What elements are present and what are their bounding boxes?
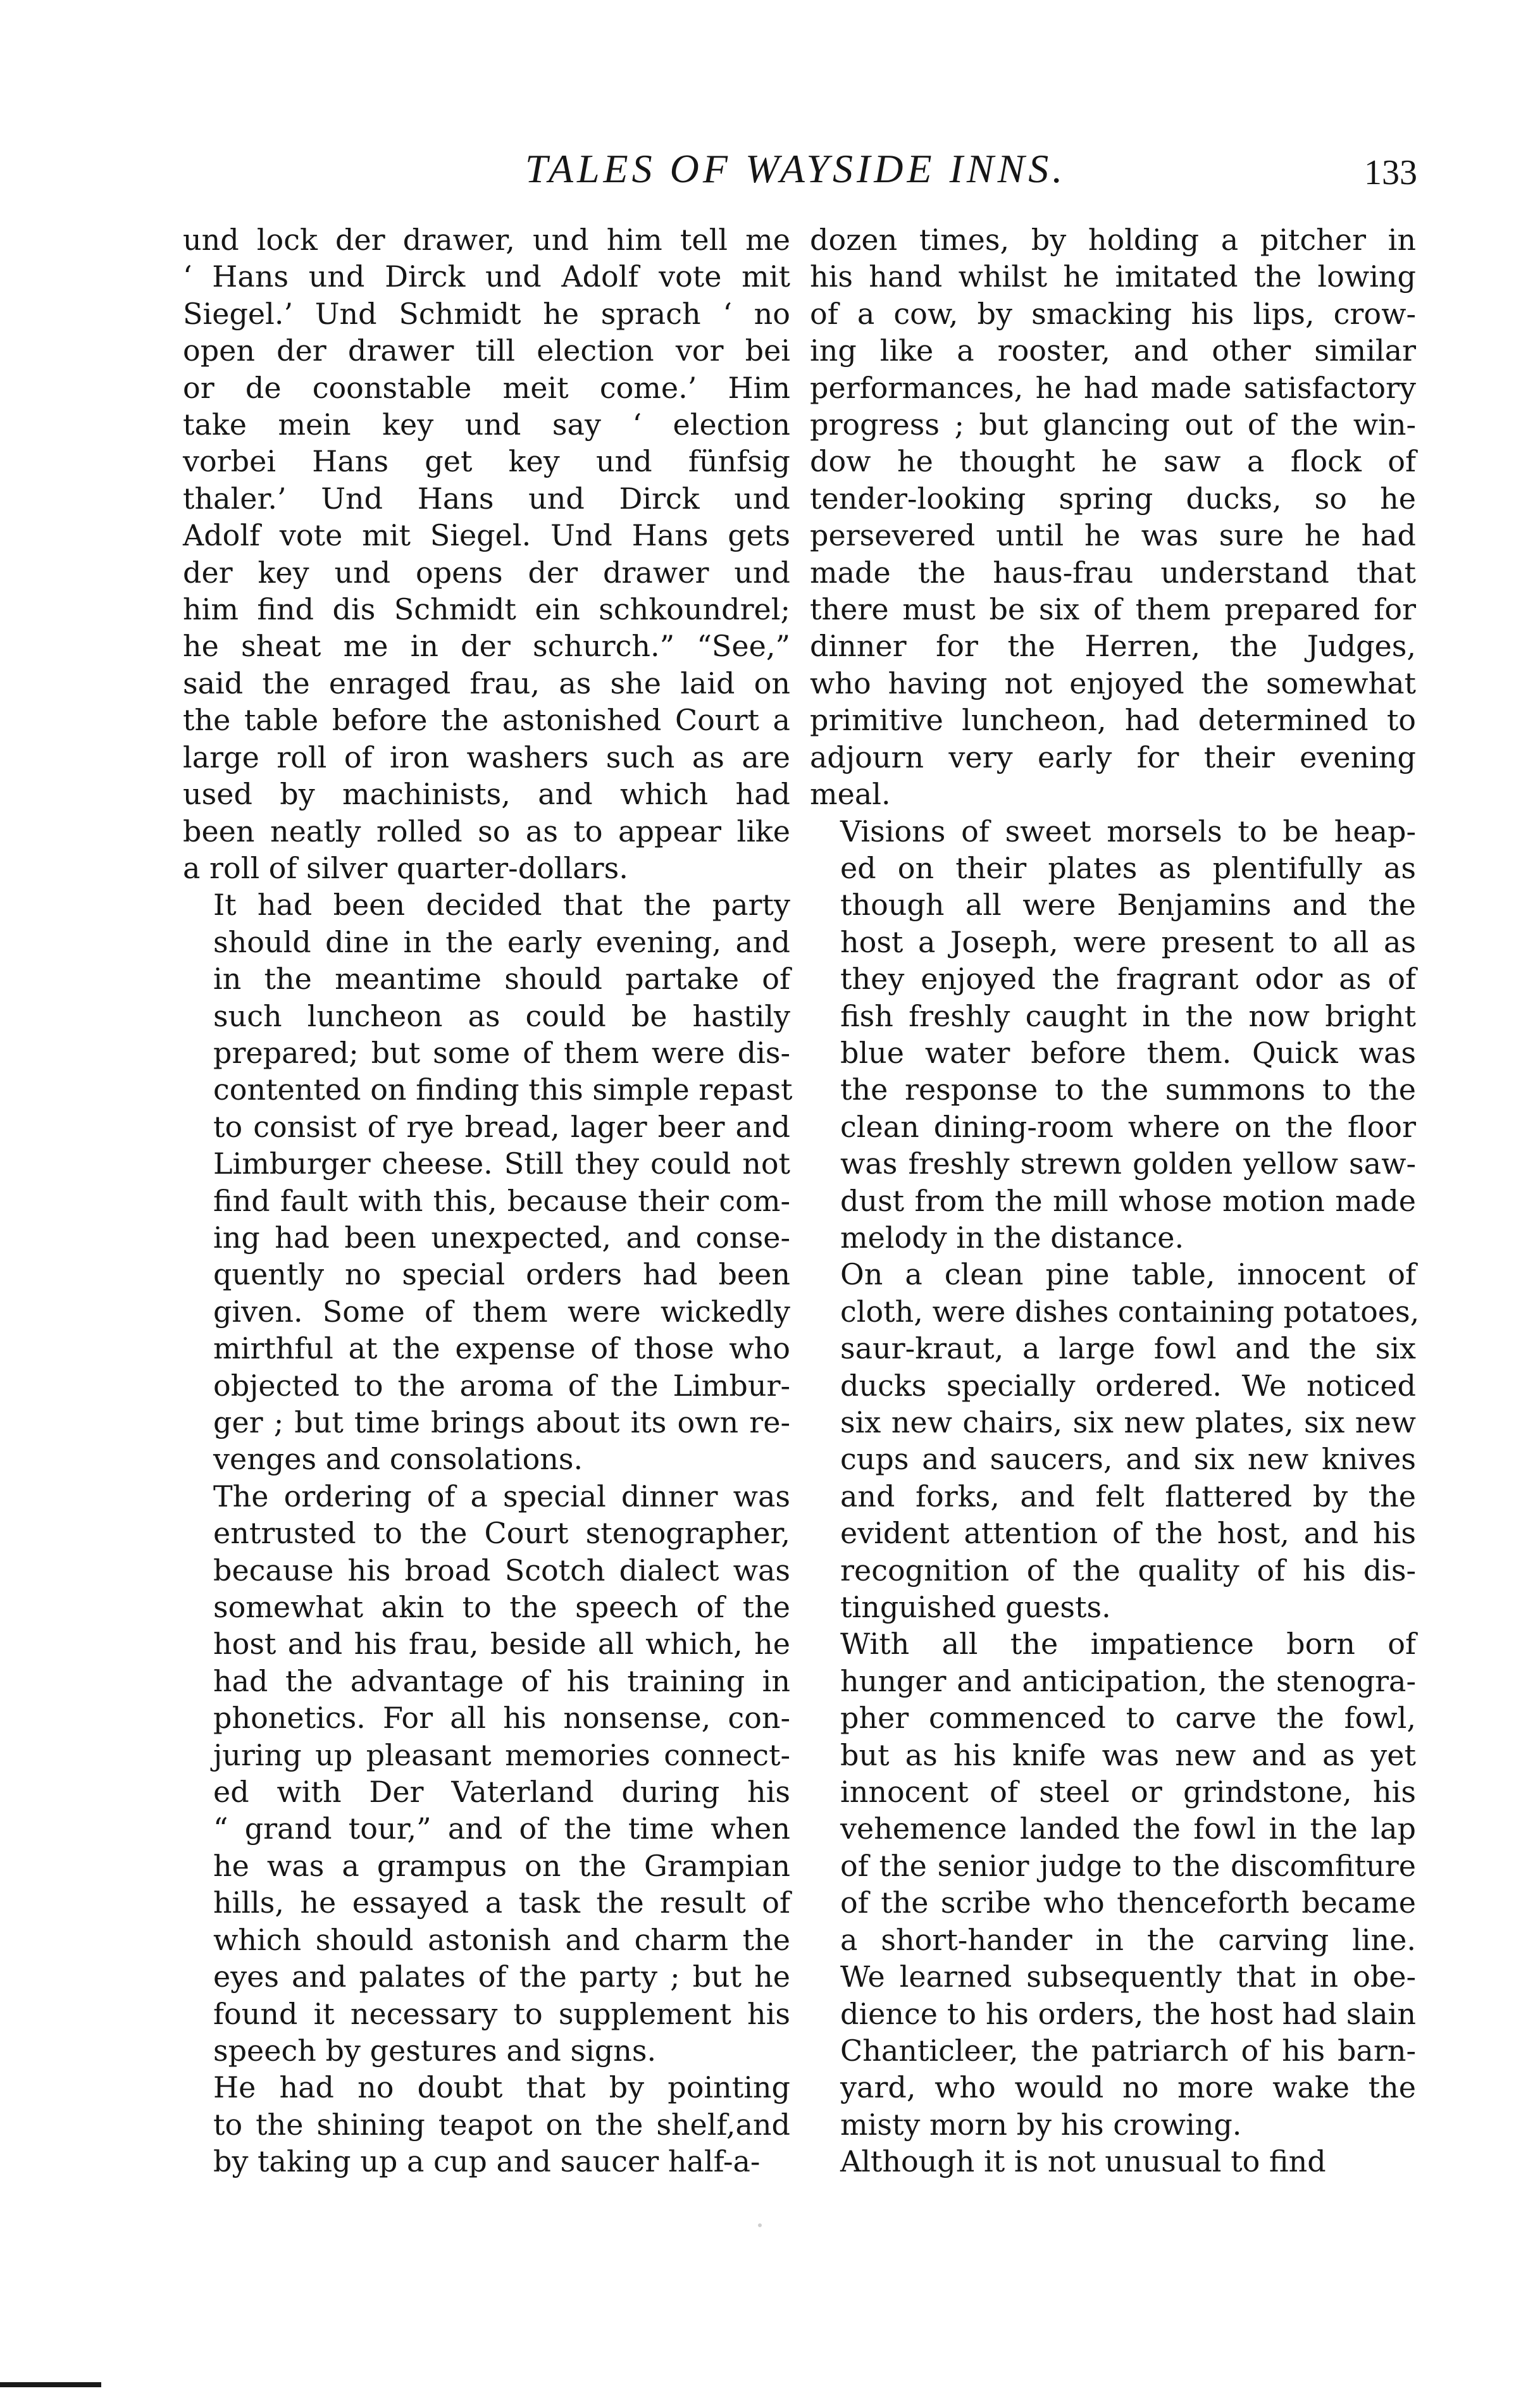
text-line: cups and saucers, and six new knives [840, 1442, 1416, 1477]
text-line: phonetics. For all his nonsense, con- [213, 1701, 790, 1736]
text-line: or de coonstable meit come.’ Him [183, 370, 790, 405]
text-line: With all the impatience born of [840, 1627, 1416, 1662]
text-line: he sheat me in der schurch.” “See,” [183, 629, 790, 664]
text-line: progress ; but glancing out of the win- [810, 407, 1416, 442]
text-line: dinner for the Herren, the Judges, [810, 629, 1416, 664]
left-text-column [183, 221, 793, 2180]
text-line: He had no doubt that by pointing [213, 2070, 790, 2105]
text-line: open der drawer till election vor bei [183, 333, 790, 368]
right-paragraph [810, 1256, 1420, 1625]
text-line: a short-hander in the carving line. [840, 1922, 1416, 1957]
text-line: hunger and anticipation, the stenogra- [840, 1663, 1416, 1698]
text-line: meal. [810, 777, 891, 812]
text-line: in the meantime should partake of [213, 962, 790, 997]
text-line: host a Joseph, were present to all as [840, 924, 1416, 959]
text-line: six new chairs, six new plates, six new [840, 1405, 1416, 1439]
text-line: melody in the distance. [840, 1220, 1184, 1255]
text-line: mirthful at the expense of those who [213, 1331, 790, 1366]
text-line: find fault with this, because their com- [213, 1183, 790, 1218]
text-line: the response to the summons to the [840, 1072, 1416, 1107]
text-line: there must be six of them prepared for [810, 592, 1416, 627]
text-line: such luncheon as could be hastily [213, 998, 790, 1033]
text-line: somewhat akin to the speech of the [213, 1590, 790, 1625]
text-line: found it necessary to supplement his [213, 1996, 790, 2031]
right-text-column [810, 221, 1420, 2180]
text-line: ‘ Hans und Dirck und Adolf vote mit [183, 259, 790, 294]
text-line: pher commenced to carve the fowl, [840, 1701, 1416, 1736]
text-line: fish freshly caught in the now bright [840, 998, 1416, 1033]
text-line: eyes and palates of the party ; but he [213, 1960, 790, 1994]
text-line: cloth, were dishes containing potatoes, [840, 1294, 1420, 1329]
text-line: misty morn by his crowing. [840, 2107, 1242, 2142]
text-line: his hand whilst he imitated the lowing [810, 259, 1416, 294]
text-line: Although it is not unusual to find [840, 2144, 1326, 2179]
text-line: ducks specially ordered. We noticed [840, 1368, 1416, 1403]
text-line: dozen times, by holding a pitcher in [810, 223, 1416, 257]
text-line: to consist of rye bread, lager beer and [213, 1109, 790, 1144]
text-line: him find dis Schmidt ein schkoundrel; [183, 592, 790, 627]
text-line: contented on finding this simple repast [213, 1072, 793, 1107]
text-line: der key und opens der drawer und [183, 555, 790, 590]
right-paragraph [810, 2143, 1416, 2180]
text-line: thaler.’ Und Hans und Dirck und [183, 481, 790, 516]
text-line: juring up pleasant memories connect- [213, 1737, 790, 1772]
text-line: dust from the mill whose motion made [840, 1183, 1416, 1218]
text-line: innocent of steel or grindstone, his [840, 1775, 1416, 1810]
text-line: saur-kraut, a large fowl and the six [840, 1331, 1416, 1366]
text-line: quently no special orders had been [213, 1257, 790, 1292]
text-line: evident attention of the host, and his [840, 1516, 1416, 1551]
text-line: large roll of iron washers such as are [183, 740, 790, 774]
text-line: but as his knife was new and as yet [840, 1737, 1416, 1772]
text-line: was freshly strewn golden yellow saw- [840, 1146, 1416, 1181]
text-line: persevered until he was sure he had [810, 518, 1416, 553]
text-line: ed on their plates as plentifully as [840, 850, 1416, 885]
text-line: of a cow, by smacking his lips, crow- [810, 296, 1416, 331]
paper-speck [758, 2223, 762, 2227]
text-line: the table before the astonished Court a [183, 703, 790, 738]
text-line: Visions of sweet morsels to be heap- [840, 814, 1416, 848]
text-line: blue water before them. Quick was [840, 1035, 1416, 1070]
text-line: hills, he essayed a task the result of [213, 1885, 790, 1920]
text-line: ed with Der Vaterland during his [213, 1775, 790, 1810]
text-line: made the haus-frau understand that [810, 555, 1416, 590]
text-line: performances, he had made satisfactory [810, 370, 1416, 405]
text-line: dow he thought he saw a flock of [810, 444, 1416, 479]
running-title: TALES OF WAYSIDE INNS. [525, 146, 1067, 191]
text-line: vehemence landed the fowl in the lap [840, 1811, 1416, 1846]
text-line: take mein key und say ‘ election [183, 407, 790, 442]
right-paragraph [810, 813, 1416, 1257]
text-line: We learned subsequently that in obe- [840, 1960, 1416, 1994]
text-line: ing had been unexpected, and conse- [213, 1220, 790, 1255]
text-line: Siegel.’ Und Schmidt he sprach ‘ no [183, 296, 790, 331]
text-line: by taking up a cup and saucer half-a- [213, 2144, 761, 2179]
text-line: recognition of the quality of his dis- [840, 1553, 1416, 1587]
right-paragraph [810, 221, 1416, 813]
text-line: und lock der drawer, und him tell me [183, 223, 790, 257]
left-paragraph [183, 221, 790, 886]
text-line: On a clean pine table, innocent of [840, 1257, 1416, 1292]
text-line: prepared; but some of them were dis- [213, 1035, 790, 1070]
left-paragraph [183, 1478, 790, 2070]
text-line: “ grand tour,” and of the time when [213, 1811, 790, 1846]
left-paragraph [183, 886, 793, 1478]
text-line: ger ; but time brings about its own re- [213, 1405, 790, 1439]
text-line: used by machinists, and which had [183, 777, 790, 812]
text-line: said the enraged frau, as she laid on [183, 666, 790, 700]
text-line: he was a grampus on the Grampian [213, 1848, 790, 1883]
text-line: a roll of silver quarter-dollars. [183, 850, 628, 885]
text-line: entrusted to the Court stenographer, [213, 1516, 790, 1551]
text-line: Chanticleer, the patriarch of his barn- [840, 2033, 1416, 2068]
text-line: The ordering of a special dinner was [213, 1479, 790, 1513]
text-line: because his broad Scotch dialect was [213, 1553, 790, 1587]
text-line: objected to the aroma of the Limbur- [213, 1368, 790, 1403]
text-line: had the advantage of his training in [213, 1663, 790, 1698]
left-paragraph [183, 2069, 790, 2180]
text-line: of the senior judge to the discomfiture [840, 1848, 1416, 1883]
text-line: Adolf vote mit Siegel. Und Hans gets [183, 518, 790, 553]
text-line: of the scribe who thenceforth became [840, 1885, 1416, 1920]
text-line: should dine in the early evening, and [213, 924, 790, 959]
page-number: 133 [1364, 153, 1417, 192]
text-line: venges and consolations. [213, 1442, 583, 1477]
text-line: tinguished guests. [840, 1590, 1111, 1625]
text-line: been neatly rolled so as to appear like [183, 814, 790, 848]
text-line: dience to his orders, the host had slain [840, 1996, 1416, 2031]
page-edge-mark [0, 2382, 101, 2387]
text-line: which should astonish and charm the [213, 1922, 790, 1957]
text-line: primitive luncheon, had determined to [810, 703, 1416, 738]
text-line: given. Some of them were wickedly [213, 1294, 790, 1329]
text-line: ing like a rooster, and other similar [810, 333, 1416, 368]
text-line: speech by gestures and signs. [213, 2033, 657, 2068]
text-line: tender-looking spring ducks, so he [810, 481, 1416, 516]
text-line: though all were Benjamins and the [840, 888, 1416, 923]
text-line: who having not enjoyed the somewhat [810, 666, 1416, 700]
text-line: they enjoyed the fragrant odor as of [840, 962, 1416, 997]
text-line: and forks, and felt flattered by the [840, 1479, 1416, 1513]
text-line: vorbei Hans get key und fünfsig [183, 444, 790, 479]
text-line: host and his frau, beside all which, he [213, 1627, 790, 1662]
text-line: It had been decided that the party [213, 888, 790, 923]
text-line: clean dining-room where on the floor [840, 1109, 1416, 1144]
text-line: yard, who would no more wake the [840, 2070, 1416, 2105]
text-line: Limburger cheese. Still they could not [213, 1146, 790, 1181]
text-line: to the shining teapot on the shelf,and [213, 2107, 790, 2142]
page-header [0, 140, 1540, 197]
right-paragraph [810, 1625, 1416, 2143]
text-line: adjourn very early for their evening [810, 740, 1416, 774]
